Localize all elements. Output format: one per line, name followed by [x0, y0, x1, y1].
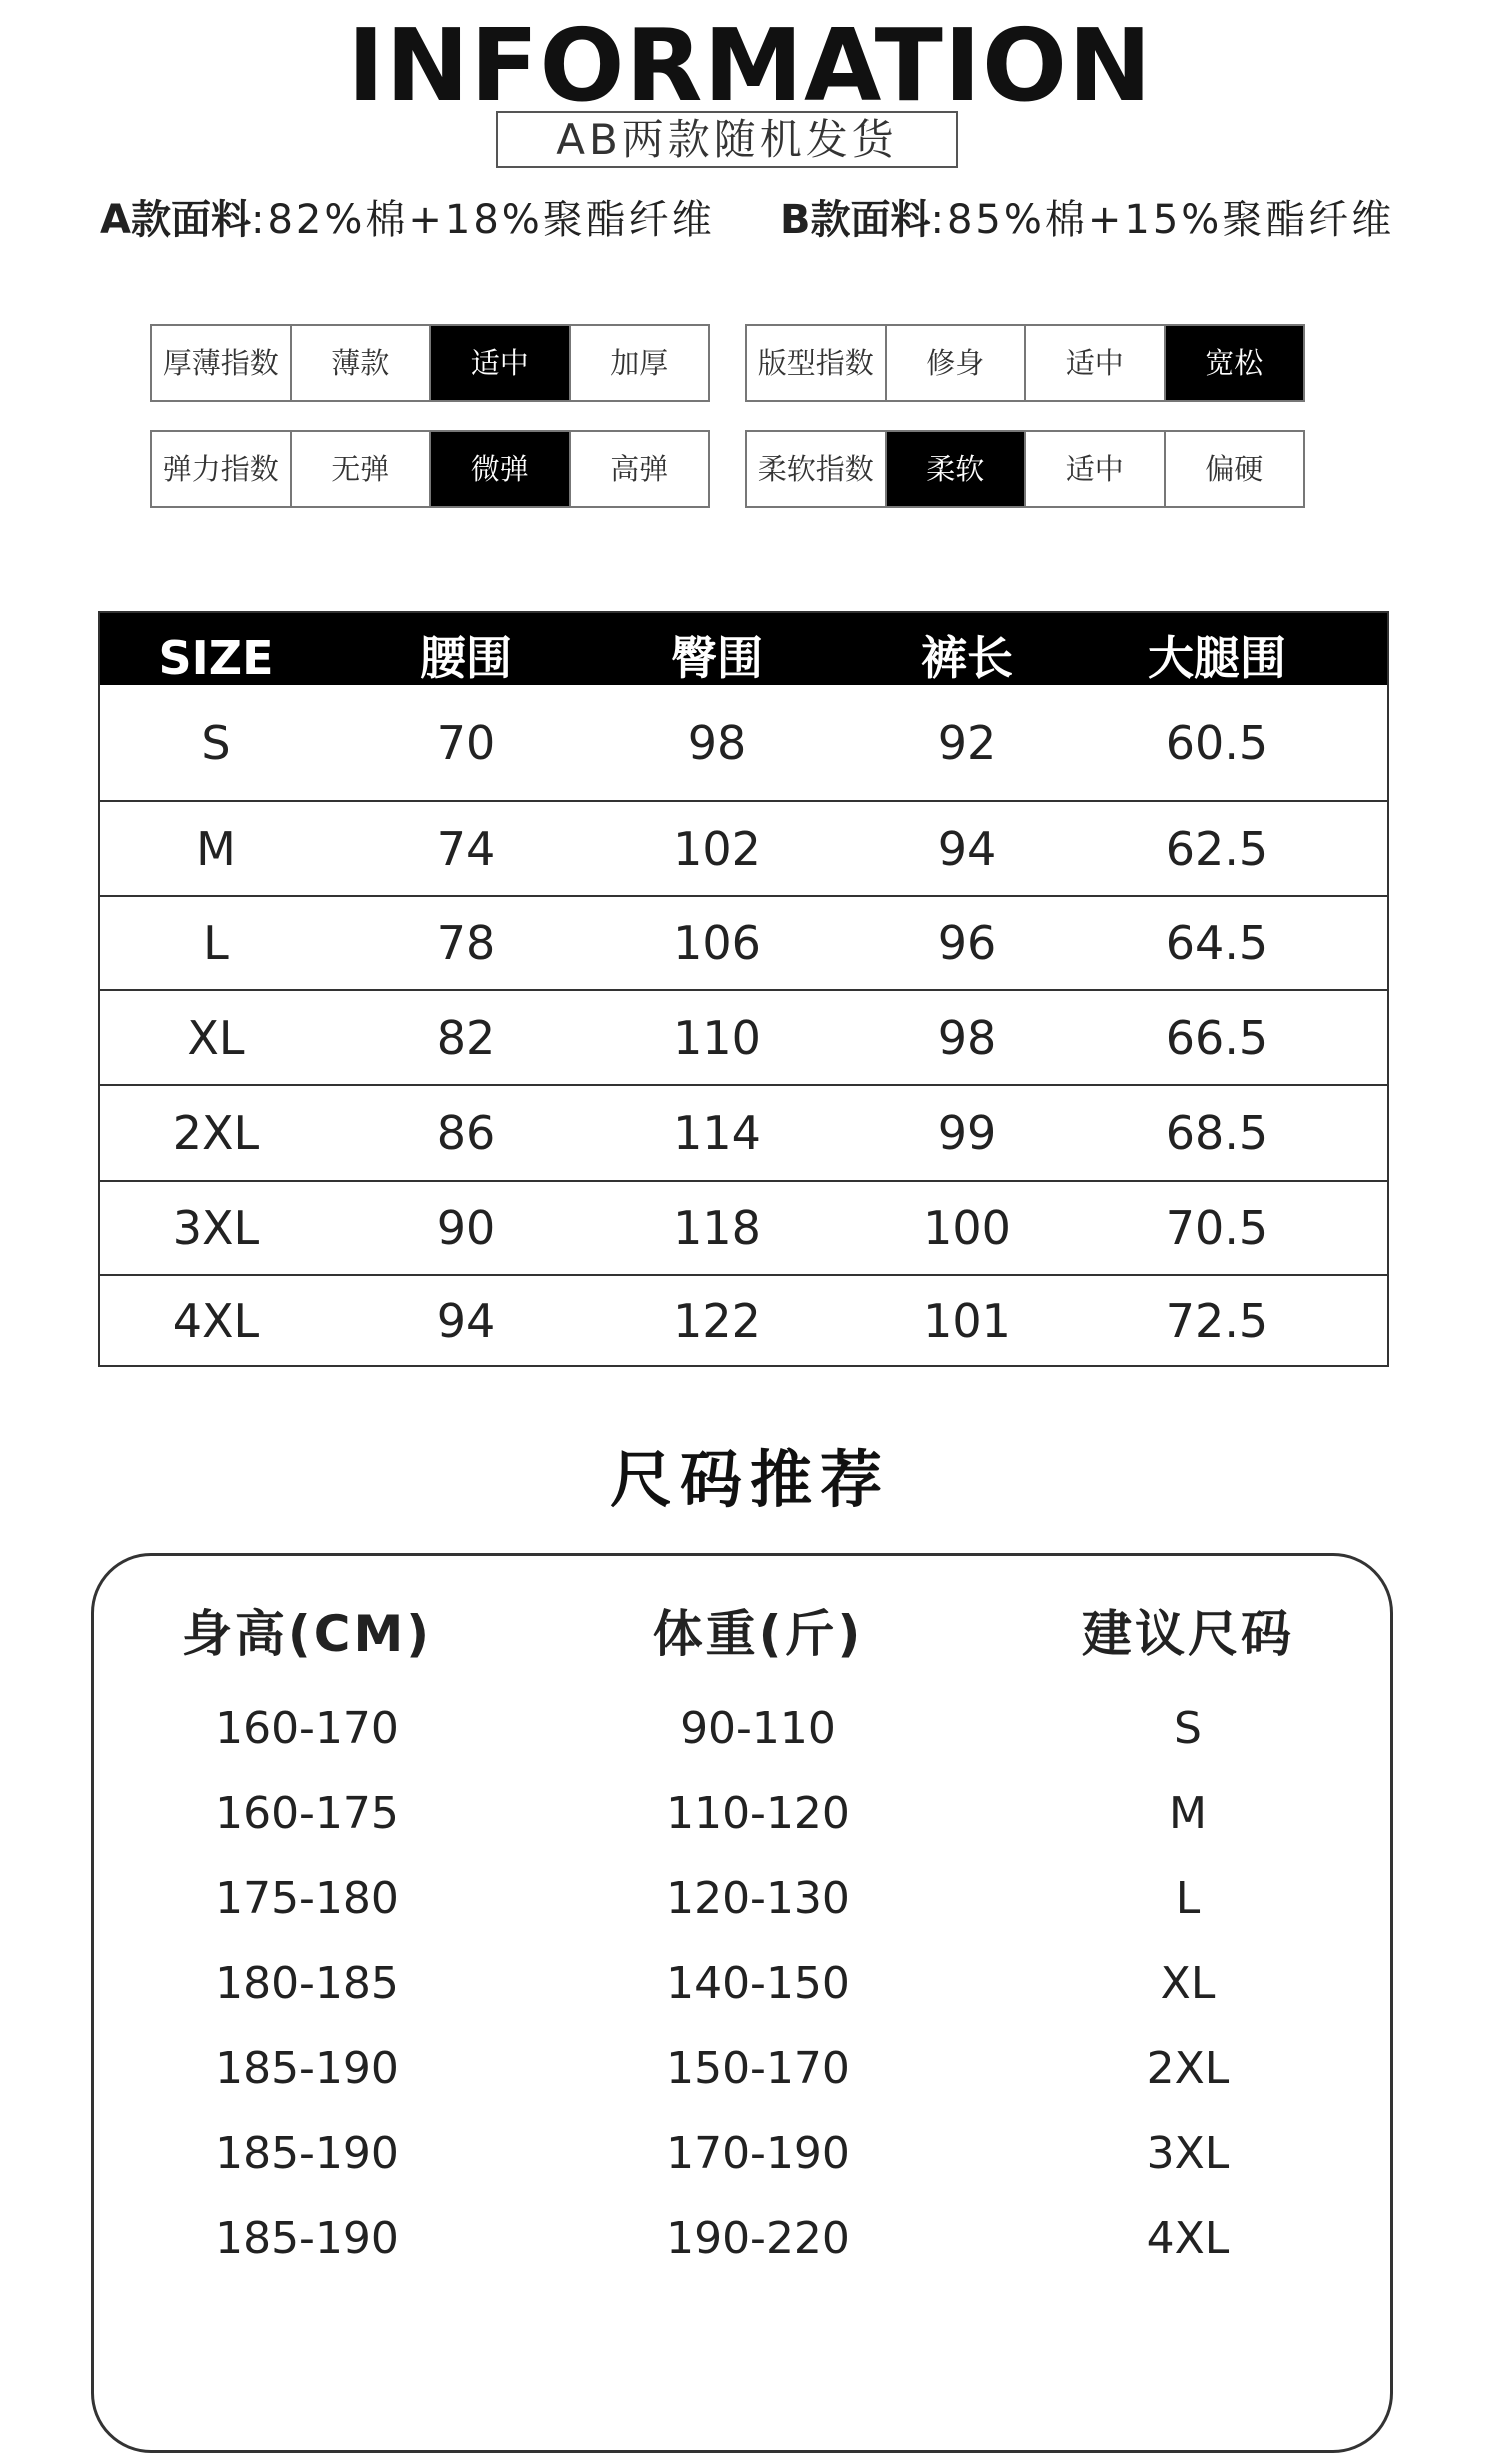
- elasticity-index: [150, 430, 710, 508]
- index-label: 版型指数: [747, 326, 887, 400]
- size-table-cell: S: [201, 715, 231, 770]
- height-value: 160-170: [215, 1703, 399, 1754]
- softness-index: [745, 430, 1305, 508]
- index-option: 高弹: [610, 452, 669, 486]
- size-table-cell: 94: [436, 1293, 496, 1348]
- weight-value: 120-130: [666, 1873, 850, 1924]
- size-table-cell: 96: [937, 916, 997, 970]
- index-label: 柔软指数: [747, 432, 887, 506]
- height-value: 160-175: [215, 1788, 399, 1839]
- size-table-cell: 62.5: [1165, 821, 1269, 876]
- index-option: 适中: [1026, 326, 1166, 400]
- size-table-cell: XL: [187, 1010, 245, 1065]
- header-cell: 腰围: [420, 631, 512, 685]
- size-table-cell: 4XL: [172, 1293, 260, 1348]
- size-table-cell: 74: [436, 821, 496, 876]
- size-table-row: [100, 1180, 1387, 1274]
- height-value: 185-190: [215, 2128, 399, 2179]
- height-header: 身高(CM): [181, 1605, 433, 1663]
- suggested-size-value: XL: [1160, 1958, 1216, 2009]
- weight-value: 140-150: [666, 1958, 850, 2009]
- thickness-index: [150, 324, 710, 402]
- index-label: 弹力指数: [152, 432, 292, 506]
- suggested-size-value: M: [1169, 1788, 1207, 1839]
- index-option: 适中: [431, 326, 571, 400]
- size-table-cell: 106: [673, 916, 761, 970]
- weight-value: 110-120: [666, 1788, 850, 1839]
- size-table-cell: 99: [937, 1106, 997, 1160]
- size-table-cell: L: [203, 916, 229, 970]
- weight-value: 190-220: [666, 2213, 850, 2264]
- suggested-size-value: L: [1175, 1873, 1201, 1924]
- height-value: 175-180: [215, 1873, 399, 1924]
- size-table-cell: 82: [436, 1010, 496, 1065]
- size-table-cell: 3XL: [172, 1201, 260, 1255]
- size-table-cell: 78: [436, 916, 496, 970]
- fabric-b-label: B款面料: [780, 197, 931, 243]
- size-column: [988, 1599, 1388, 2294]
- fabric-a-label: A款面料: [100, 197, 251, 243]
- fabric-a-value: :82%棉+18%聚酯纤维: [250, 197, 715, 243]
- size-table-cell: 92: [937, 715, 997, 770]
- size-table-cell: 98: [687, 715, 747, 770]
- fabric-b-value: :85%棉+15%聚酯纤维: [930, 197, 1395, 243]
- index-option: 偏硬: [1205, 452, 1264, 486]
- fit-index: [745, 324, 1305, 402]
- size-table-cell: 118: [673, 1201, 761, 1255]
- size-table-cell: 68.5: [1165, 1106, 1269, 1160]
- size-table-cell: 114: [673, 1106, 761, 1160]
- size-table-cell: 122: [673, 1293, 761, 1348]
- size-table-row: [100, 989, 1387, 1084]
- size-table-cell: 66.5: [1165, 1010, 1269, 1065]
- suggested-size-value: 4XL: [1146, 2213, 1230, 2264]
- suggested-size-value: 2XL: [1146, 2043, 1230, 2094]
- size-table-row: [100, 800, 1387, 895]
- recommend-panel: [91, 1553, 1393, 2453]
- size-table-cell: 100: [923, 1201, 1011, 1255]
- size-table: [98, 611, 1389, 1367]
- index-option: 适中: [1026, 432, 1166, 506]
- fabric-b: [780, 190, 1394, 250]
- weight-column: [558, 1599, 958, 2294]
- header-cell: SIZE: [158, 631, 274, 685]
- recommend-title: 尺码推荐: [609, 1443, 890, 1516]
- height-column: [107, 1599, 507, 2294]
- size-table-row: [100, 1274, 1387, 1365]
- index-option: 微弹: [431, 432, 571, 506]
- suggested-size-value: S: [1174, 1703, 1202, 1754]
- index-option: 无弹: [292, 432, 432, 506]
- height-value: 180-185: [215, 1958, 399, 2009]
- fabric-a: [100, 190, 715, 250]
- size-table-cell: 70: [436, 715, 496, 770]
- weight-value: 170-190: [666, 2128, 850, 2179]
- size-table-row: [100, 1084, 1387, 1180]
- height-value: 185-190: [215, 2043, 399, 2094]
- height-value: 185-190: [215, 2213, 399, 2264]
- size-table-row: [100, 685, 1387, 800]
- index-option: 薄款: [292, 326, 432, 400]
- size-table-row: [100, 895, 1387, 989]
- index-option: 柔软: [887, 432, 1027, 506]
- size-table-cell: 94: [937, 821, 997, 876]
- index-option: 修身: [887, 326, 1027, 400]
- size-table-cell: 110: [673, 1010, 761, 1065]
- size-table-cell: 2XL: [172, 1106, 260, 1160]
- index-option: 宽松: [1166, 326, 1304, 400]
- header-cell: 裤长: [921, 631, 1013, 685]
- weight-value: 90-110: [680, 1703, 836, 1754]
- weight-header: 体重(斤): [652, 1605, 864, 1663]
- size-table-cell: 98: [937, 1010, 997, 1065]
- page-title: INFORMATION: [347, 7, 1153, 124]
- shipping-note: AB两款随机发货: [496, 111, 958, 168]
- size-table-cell: 102: [673, 821, 761, 876]
- size-table-cell: 90: [436, 1201, 496, 1255]
- size-table-cell: 70.5: [1165, 1201, 1269, 1255]
- size-table-cell: 64.5: [1165, 916, 1269, 970]
- header-cell: 臀围: [671, 631, 763, 685]
- header-cell: 大腿围: [1148, 631, 1286, 685]
- suggested-size-value: 3XL: [1146, 2128, 1230, 2179]
- size-table-cell: 86: [436, 1106, 496, 1160]
- size-table-cell: 101: [923, 1293, 1011, 1348]
- weight-value: 150-170: [666, 2043, 850, 2094]
- index-option: 加厚: [610, 346, 669, 380]
- size-table-cell: 72.5: [1165, 1293, 1269, 1348]
- size-table-header: [100, 613, 1387, 685]
- size-table-cell: 60.5: [1165, 715, 1269, 770]
- index-label: 厚薄指数: [152, 326, 292, 400]
- size-table-cell: M: [196, 821, 236, 876]
- suggested-size-header: 建议尺码: [1082, 1605, 1294, 1663]
